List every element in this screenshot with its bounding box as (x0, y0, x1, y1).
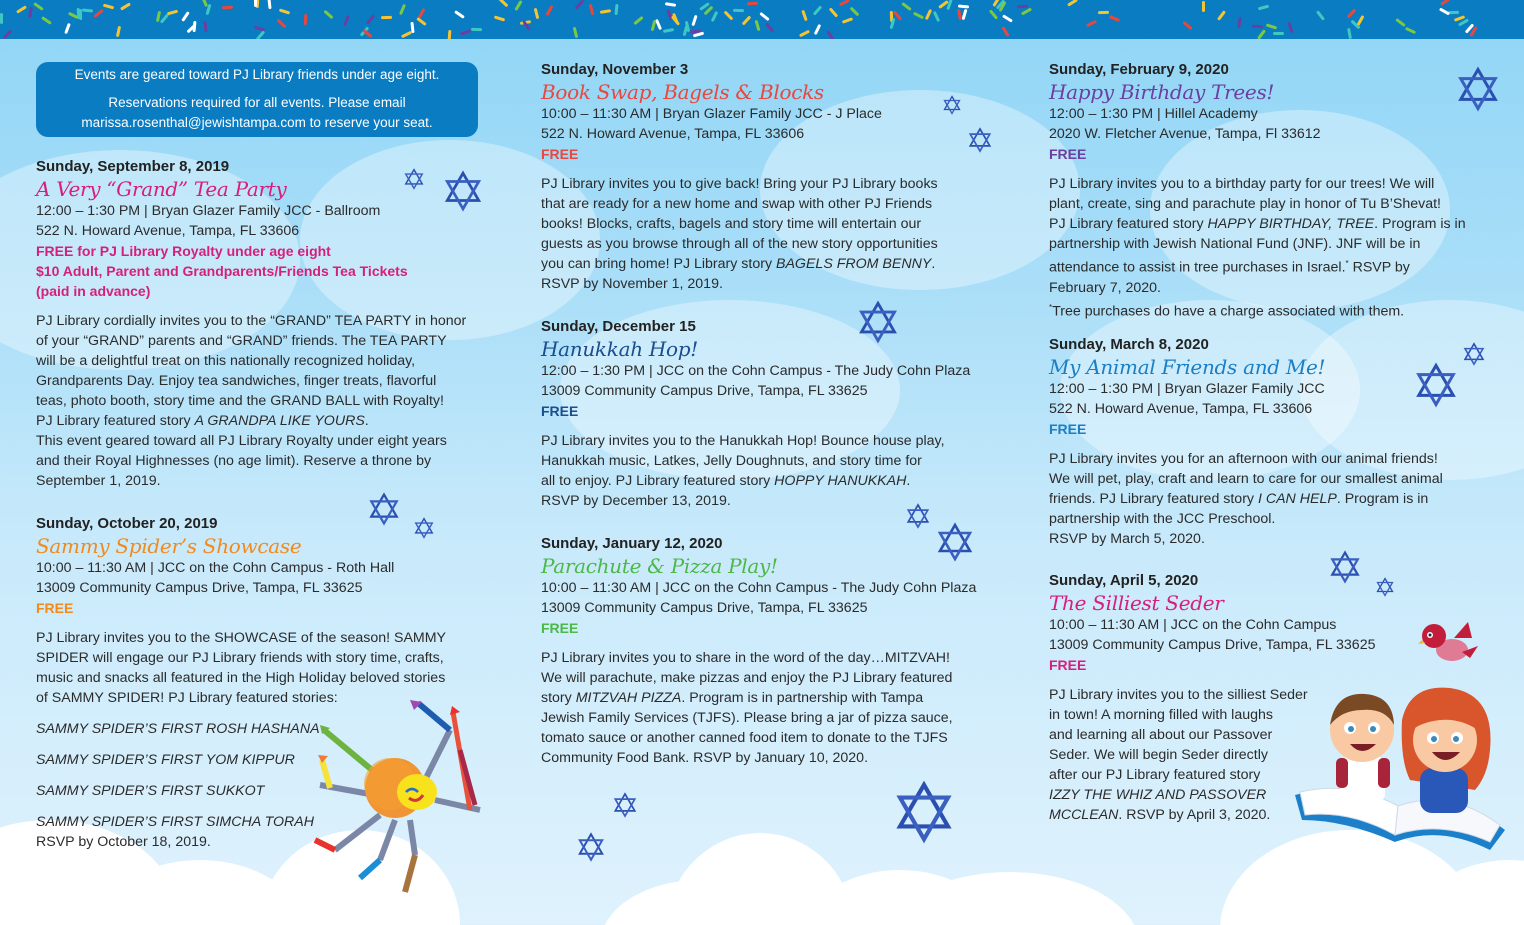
sprinkle-decoration (742, 16, 752, 26)
sprinkle-decoration (650, 20, 656, 31)
event-address: 522 N. Howard Avenue, Tampa, FL 33606 (1049, 401, 1313, 417)
event-price: (paid in advance) (36, 283, 151, 299)
event-tea-party (36, 157, 486, 491)
star-of-david-icon (403, 168, 425, 190)
star-of-david-icon (1328, 550, 1362, 584)
sprinkle-decoration (813, 6, 822, 16)
event-time-place: 10:00 – 11:30 AM | JCC on the Cohn Campus (1049, 617, 1337, 633)
red-bird-illustration (1418, 620, 1480, 670)
event-date: Sunday, February 9, 2020 (1049, 61, 1229, 78)
event-price: FREE for PJ Library Royalty under age eight (36, 243, 331, 259)
sprinkle-decoration (1086, 19, 1097, 27)
sprinkle-decoration (323, 10, 333, 20)
event-time-place: 10:00 – 11:30 AM | Bryan Glazer Family JCC - J Place (541, 106, 882, 122)
featured-story: SAMMY SPIDER’S FIRST ROSH HASHANA (36, 721, 320, 737)
sprinkle-decoration (460, 29, 471, 35)
star-of-david-icon (576, 832, 606, 862)
sprinkle-decoration (1001, 26, 1009, 37)
sprinkle-decoration (276, 19, 286, 29)
sprinkle-decoration (663, 27, 674, 32)
notice-email-line[interactable]: marissa.rosenthal@jewishtampa.com to reserve your seat. (81, 115, 433, 130)
featured-story: IZZY THE WHIZ AND PASSOVER (1049, 787, 1267, 803)
sprinkle-decoration (1002, 14, 1013, 22)
sprinkle-decoration (120, 2, 131, 10)
featured-story: I CAN HELP (1257, 491, 1337, 507)
sprinkle-decoration (850, 7, 860, 17)
sprinkle-decoration (665, 2, 676, 7)
sprinkle-decoration (1395, 18, 1406, 27)
sprinkle-decoration (912, 11, 923, 19)
sprinkle-decoration (801, 10, 807, 21)
star-of-david-icon (1375, 577, 1395, 597)
sprinkle-decoration (103, 4, 114, 10)
featured-story: HAPPY BIRTHDAY, TREE (1207, 216, 1375, 232)
event-time-place: 10:00 – 11:30 AM | JCC on the Cohn Campus - The Judy Cohn Plaza (541, 580, 977, 596)
sprinkle-decoration (499, 0, 509, 7)
sprinkle-decoration (401, 30, 412, 38)
sprinkle-decoration (1405, 27, 1416, 34)
sprinkle-decoration (193, 21, 197, 32)
sprinkle-decoration (160, 13, 169, 23)
sprinkle-decoration (826, 30, 834, 39)
sprinkle-decoration (1273, 32, 1284, 35)
event-price: FREE (541, 403, 579, 419)
event-description: PJ Library invites you to a birthday party for our trees! We will plant, create, sing and parachute play in honor of Tu B’Shevat! PJ Library featured story HAPPY BIRTHDAY, TREE. Program is in partnership with Jewish National Fund (JNF). JNF will be in attendance to assist in tree purchases in Israel.* RSVP by February 7, 2020. *Tree purchases do have a charge associated with them. (1049, 174, 1489, 321)
sprinkle-decoration (760, 12, 770, 21)
sprinkle-decoration (1202, 1, 1205, 12)
featured-story: SAMMY SPIDER’S FIRST YOM KIPPUR (36, 752, 295, 768)
event-date: Sunday, November 3 (541, 61, 689, 78)
sprinkle-decoration (711, 11, 719, 22)
sprinkle-decoration (1347, 28, 1352, 39)
featured-story: MCCLEAN (1049, 807, 1119, 823)
sprinkle-decoration (1020, 8, 1031, 16)
event-title: Happy Birthday Trees! (1049, 80, 1275, 104)
event-date: Sunday, March 8, 2020 (1049, 336, 1209, 353)
sprinkle-decoration (1315, 10, 1324, 21)
sprinkle-decoration (723, 11, 733, 21)
sprinkle-decoration (1257, 30, 1266, 39)
sprinkle-decoration (1252, 25, 1263, 29)
event-description: PJ Library cordially invites you to the “GRAND” TEA PARTY in honor of your “GRAND” parents and “GRAND” friends. The TEA PARTY will be a delightful treat on this nationally recognized holiday, Grandparents Day. Enjoy tea sandwiches, finger treats, flavorful teas, photo booth, story time and the GRAND BALL with Royalty! PJ Library featured story A GRANDPA LIKE YOURS. This event geared toward all PJ Library Royalty under eight years and their Royal Highnesses (no age limit). Reserve a throne by September 1, 2019. (36, 313, 467, 489)
event-price: FREE (36, 600, 74, 616)
event-price: FREE (1049, 421, 1087, 437)
star-of-david-icon (856, 300, 900, 344)
sprinkle-decoration (533, 8, 539, 19)
event-time-place: 12:00 – 1:30 PM | JCC on the Cohn Campus - The Judy Cohn Plaza (541, 363, 971, 379)
notice-line-1: Events are geared toward PJ Library friends under age eight. (74, 67, 440, 82)
sprinkle-decoration (514, 0, 522, 11)
event-title: Hanukkah Hop! (541, 337, 698, 361)
sprinkle-decoration (416, 17, 427, 26)
sprinkle-decoration (222, 5, 233, 9)
sprinkle-decoration (839, 0, 850, 6)
sprinkle-decoration (494, 16, 505, 22)
event-price: $10 Adult, Parent and Grandparents/Friends Tea Tickets (36, 263, 408, 279)
sprinkle-decoration (962, 9, 968, 20)
event-title: The Silliest Seder (1049, 591, 1224, 615)
event-address: 13009 Community Campus Drive, Tampa, FL 33625 (36, 580, 363, 596)
event-date: Sunday, April 5, 2020 (1049, 572, 1199, 589)
star-of-david-icon (367, 492, 401, 526)
sprinkle-decoration (1109, 15, 1120, 22)
sprinkle-decoration (399, 4, 406, 15)
event-description: PJ Library invites you for an afternoon with our animal friends! We will pet, play, craft and learn to care for our smallest animal friends. PJ Library featured story I CAN HELP. Program is in partnership with the JCC Preschool. RSVP by March 5, 2020. (1049, 451, 1443, 547)
event-price: FREE (1049, 146, 1087, 162)
featured-story: A GRANDPA LIKE YOURS (194, 413, 365, 429)
reservation-notice (36, 62, 478, 137)
event-birthday-trees (1049, 60, 1489, 321)
sprinkle-decoration (28, 6, 33, 17)
event-title: Sammy Spider’s Showcase (36, 534, 302, 558)
star-of-david-icon (892, 780, 956, 844)
sammy-spider-illustration (310, 700, 490, 895)
event-address: 2020 W. Fletcher Avenue, Tampa, Fl 33612 (1049, 126, 1321, 142)
event-title: Book Swap, Bagels & Blocks (541, 80, 824, 104)
sprinkle-decoration (0, 13, 3, 24)
sprinkle-decoration (16, 6, 27, 14)
star-of-david-icon (1413, 362, 1459, 408)
event-address: 13009 Community Campus Drive, Tampa, FL 33625 (541, 600, 868, 616)
star-of-david-icon (1462, 342, 1486, 366)
star-of-david-icon (935, 522, 975, 562)
star-of-david-icon (905, 503, 931, 529)
sprinkle-decoration (1098, 11, 1109, 14)
sprinkle-decoration (573, 27, 579, 38)
sprinkle-decoration (343, 15, 350, 26)
kids-reading-book-illustration (1290, 680, 1515, 865)
event-address: 13009 Community Campus Drive, Tampa, FL 33625 (541, 383, 868, 399)
sprinkle-decoration (1440, 0, 1451, 6)
event-date: Sunday, December 15 (541, 318, 696, 335)
event-description: PJ Library invites you to the SHOWCASE of the season! SAMMY SPIDER will engage our PJ Library friends with story time, crafts, music and snacks all featured in the High Holiday beloved stories of SAMMY SPIDER! PJ Library featured stories: (36, 630, 447, 706)
event-price: FREE (541, 620, 579, 636)
sprinkle-decoration (575, 0, 585, 10)
sprinkle-decoration (2, 30, 12, 39)
featured-story: MITZVAH PIZZA (575, 690, 682, 706)
event-rsvp: RSVP by October 18, 2019. (36, 834, 211, 850)
sprinkle-decoration (545, 4, 553, 15)
sprinkle-decoration (1258, 5, 1269, 11)
sprinkle-decoration (203, 20, 207, 31)
sprinkle-decoration (988, 10, 997, 20)
sprinkle-decoration (1067, 0, 1078, 6)
sprinkle-decoration (454, 10, 465, 19)
event-description: PJ Library invites you to share in the word of the day…MITZVAH! We will parachute, make pizzas and enjoy the PJ Library featured story MITZVAH PIZZA. Program is in partnership with Tampa Jewish Family Services (TJFS). Please bring a jar of pizza sauce, tomato sauce or another canned food item to donate to the TJFS Community Food Bank. RSVP by January 10, 2020. (541, 650, 953, 766)
sprinkle-decoration (254, 26, 265, 32)
sprinkle-decoration (655, 19, 662, 30)
event-address: 13009 Community Campus Drive, Tampa, FL 33625 (1049, 637, 1376, 653)
sprinkle-decoration (733, 8, 744, 11)
sprinkle-decoration (747, 1, 758, 5)
event-time-place: 12:00 – 1:30 PM | Bryan Glazer Family JCC (1049, 381, 1325, 397)
star-of-david-icon (442, 170, 484, 212)
event-hanukkah-hop (541, 317, 1001, 511)
sprinkle-decoration (933, 11, 940, 22)
event-time-place: 10:00 – 11:30 AM | JCC on the Cohn Campus - Roth Hall (36, 560, 395, 576)
sprinkle-decoration (1182, 20, 1192, 29)
star-of-david-icon (413, 517, 435, 539)
sprinkle-decoration (1237, 17, 1242, 28)
sprinkle-decoration (692, 15, 698, 26)
sprinkle-decoration (755, 20, 761, 31)
sprinkle-decoration (82, 8, 93, 12)
event-time-place: 12:00 – 1:30 PM | Hillel Academy (1049, 106, 1258, 122)
notice-line-2: Reservations required for all events. Please email (108, 95, 406, 110)
event-title: Parachute & Pizza Play! (541, 554, 778, 578)
event-description: PJ Library invites you to the silliest Seder in town! A morning filled with laughs and learning all about our Passover Seder. We will begin Seder directly after our PJ Library featured story IZZY THE WHIZ AND PASSOVER MCCLEAN. RSVP by April 3, 2020. (1049, 687, 1308, 823)
sprinkle-decoration (615, 3, 619, 14)
sprinkle-decoration (41, 16, 52, 25)
event-title: A Very “Grand” Tea Party (36, 177, 287, 201)
event-parachute-pizza (541, 534, 1001, 768)
sprinkle-banner (0, 0, 1524, 39)
star-of-david-icon (967, 127, 993, 153)
event-address: 522 N. Howard Avenue, Tampa, FL 33606 (36, 223, 300, 239)
sprinkle-decoration (447, 30, 451, 39)
sprinkle-decoration (814, 24, 822, 35)
sprinkle-decoration (366, 14, 375, 25)
sprinkle-decoration (600, 9, 611, 14)
event-price: FREE (1049, 657, 1087, 673)
event-date: Sunday, January 12, 2020 (541, 535, 723, 552)
sprinkle-decoration (279, 9, 290, 15)
sprinkle-decoration (1347, 8, 1357, 18)
sprinkle-decoration (842, 17, 853, 24)
sprinkle-decoration (902, 2, 913, 11)
sprinkle-decoration (634, 16, 644, 25)
event-title: My Animal Friends and Me! (1049, 355, 1326, 379)
sprinkle-decoration (925, 9, 932, 20)
sprinkle-decoration (1439, 8, 1450, 16)
sprinkle-decoration (957, 4, 968, 8)
footnote: *Tree purchases do have a charge associated with them. (1049, 302, 1405, 320)
sprinkle-decoration (589, 4, 595, 15)
sprinkle-decoration (254, 0, 257, 7)
star-of-david-icon (1455, 66, 1501, 112)
featured-story: SAMMY SPIDER’S FIRST SUKKOT (36, 783, 265, 799)
sprinkle-decoration (764, 22, 774, 32)
sprinkle-decoration (799, 30, 810, 38)
event-description: PJ Library invites you to give back! Bring your PJ Library books that are ready for a new home and swap with other PJ Friends books! Blocks, crafts, bagels and story time will entertain our guests as you browse through all of the new story opportunities you can bring home! PJ Library story BAGELS FROM BENNY. RSVP by November 1, 2019. (541, 176, 938, 292)
sprinkle-decoration (116, 26, 121, 37)
sprinkle-decoration (304, 14, 308, 25)
featured-story: SAMMY SPIDER’S FIRST SIMCHA TORAH (36, 814, 315, 830)
sprinkle-decoration (181, 11, 190, 22)
star-of-david-icon (612, 792, 638, 818)
sprinkle-decoration (33, 2, 44, 11)
star-of-david-icon (942, 95, 962, 115)
event-book-swap (541, 60, 1001, 294)
sprinkle-decoration (1217, 10, 1226, 21)
sprinkle-decoration (267, 0, 271, 9)
sprinkle-decoration (94, 9, 105, 18)
featured-story: BAGELS FROM BENNY (776, 256, 932, 272)
featured-story: HOPPY HANUKKAH (774, 473, 907, 489)
sprinkle-decoration (64, 23, 71, 34)
event-price: FREE (541, 146, 579, 162)
sprinkle-decoration (1265, 24, 1276, 30)
event-time-place: 12:00 – 1:30 PM | Bryan Glazer Family JCC - Ballroom (36, 203, 381, 219)
sprinkle-decoration (1288, 21, 1294, 32)
event-address: 522 N. Howard Avenue, Tampa, FL 33606 (541, 126, 805, 142)
event-date: Sunday, September 8, 2019 (36, 158, 230, 175)
event-date: Sunday, October 20, 2019 (36, 515, 218, 532)
sprinkle-decoration (890, 18, 896, 29)
sprinkle-decoration (381, 16, 392, 19)
sprinkle-decoration (828, 8, 837, 18)
sprinkle-decoration (471, 28, 482, 31)
event-description: PJ Library invites you to the Hanukkah Hop! Bounce house play, Hanukkah music, Latkes, Jelly Doughnuts, and story time for all to enjoy. PJ Library featured story HOPPY HANUKKAH. RSVP by December 13, 2019. (541, 433, 945, 509)
